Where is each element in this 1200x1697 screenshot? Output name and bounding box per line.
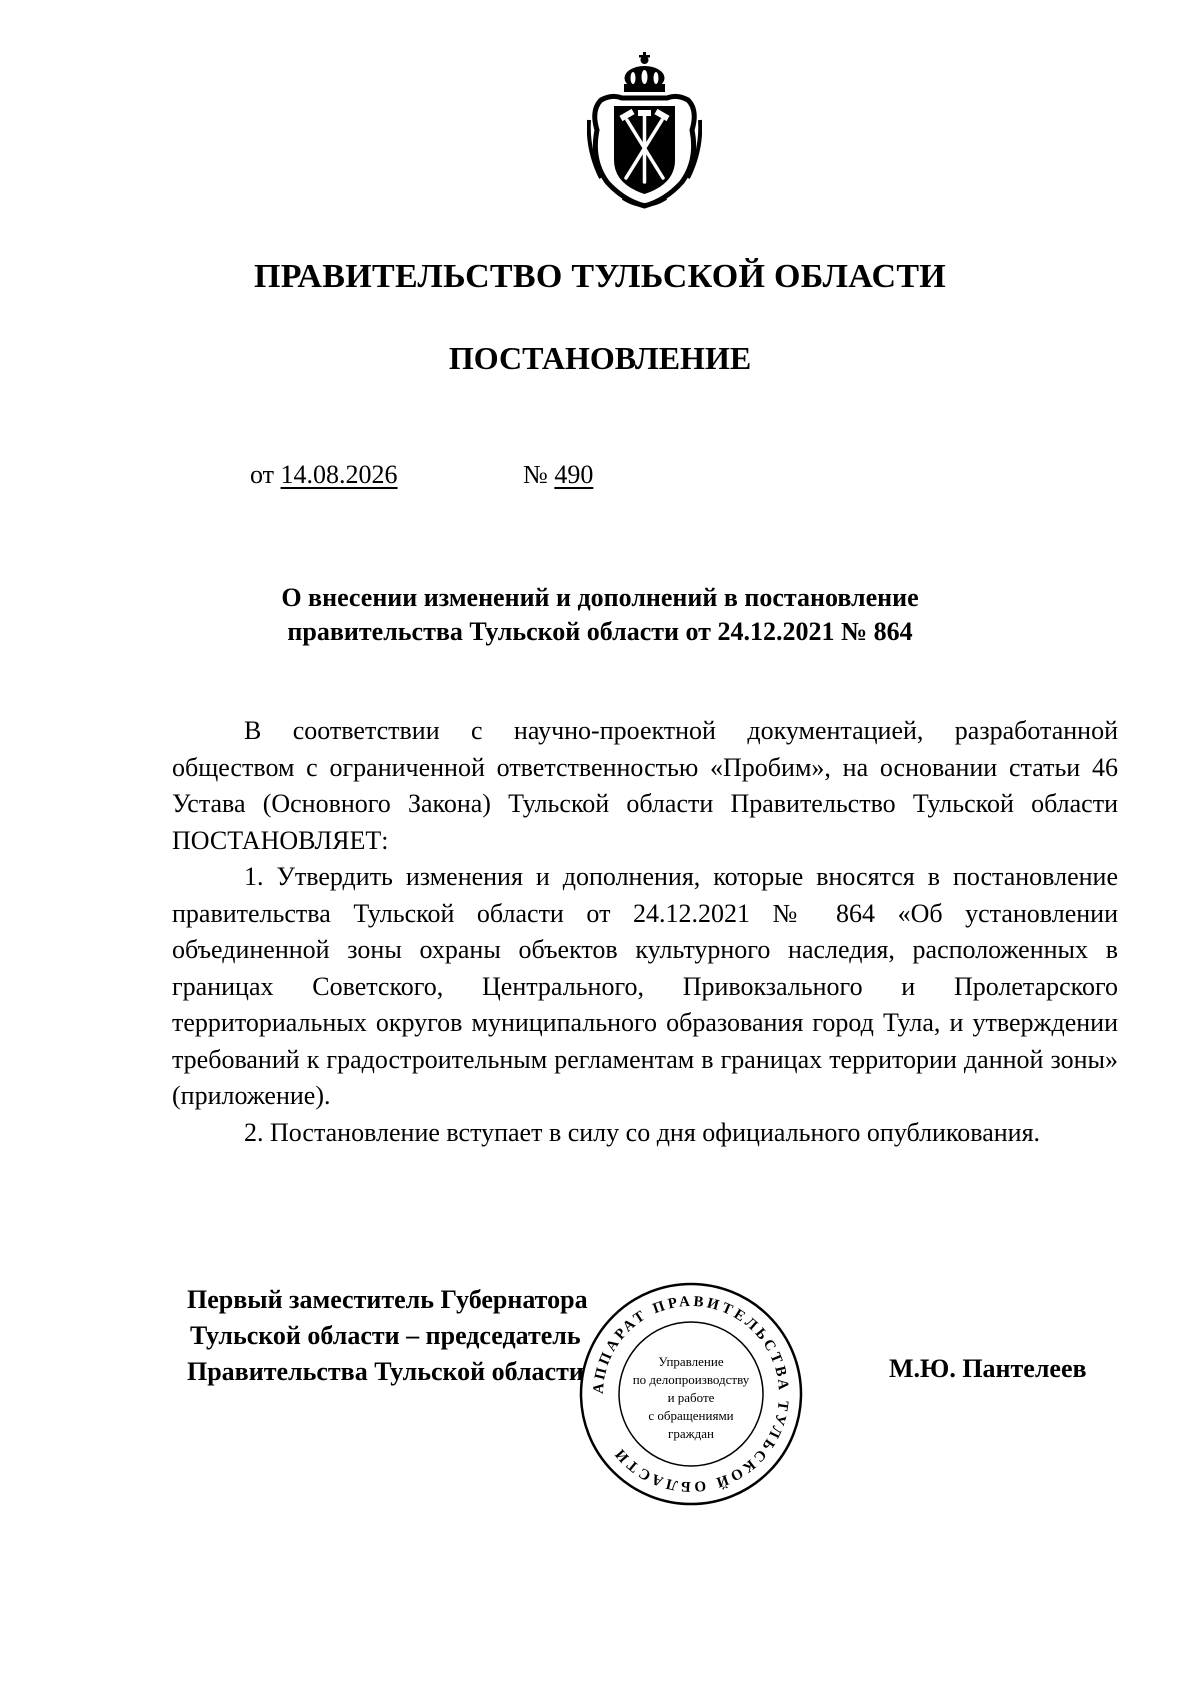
stamp-line: по делопроизводству	[632, 1372, 750, 1387]
signatory-position	[187, 1282, 588, 1390]
subject-line: правительства Тульской области от 24.12.2021 № 864	[287, 617, 913, 646]
stamp-line: граждан	[668, 1426, 714, 1441]
number-value: 490	[554, 460, 594, 489]
date-prefix: от	[250, 460, 275, 489]
clause-paragraph: 2. Постановление вступает в силу со дня официального опубликования.	[244, 1117, 1041, 1147]
stamp-line: Управление	[658, 1354, 724, 1369]
official-stamp	[577, 1280, 805, 1508]
coat-of-arms-icon	[587, 50, 702, 210]
document-subject	[0, 581, 1200, 649]
clause-paragraph: 1. Утвердить изменения и дополнения, которые вносятся в постановление правительства Тульской области от 24.12.2021 № 864 «Об установлении объединенной зоны охраны объектов культурного наследия, расположенных в границах Советского, Центрального, Привокзального и Пролетарского территориальных округов муниципального образования город Тула, и утверждении требований к градостроительным регламентам в границах территории данной зоны» (приложение).	[172, 862, 1118, 1110]
organization-title: ПРАВИТЕЛЬСТВО ТУЛЬСКОЙ ОБЛАСТИ	[253, 258, 947, 295]
position-line: Тульской области – председатель	[190, 1321, 581, 1350]
subject-line: О внесении изменений и дополнений в постановление	[281, 583, 919, 612]
document-body	[172, 713, 1118, 1151]
stamp-line: с обращениями	[648, 1408, 734, 1423]
registration-number	[523, 460, 593, 490]
stamp-line: и работе	[667, 1390, 715, 1405]
registration-date	[250, 460, 398, 490]
position-line: Первый заместитель Губернатора	[187, 1285, 588, 1314]
date-value: 14.08.2026	[280, 460, 398, 489]
stamp-ring-text: АППАРАТ ПРАВИТЕЛЬСТВА ТУЛЬСКОЙ ОБЛАСТИ	[590, 1293, 792, 1495]
position-line: Правительства Тульской области	[187, 1357, 584, 1386]
number-prefix: №	[523, 460, 548, 489]
preamble-paragraph: В соответствии с научно-проектной документацией, разработанной обществом с ограниченной ответственностью «Пробим», на основании статьи 46 Устава (Основного Закона) Тульской области Правительство Тульской области ПОСТАНОВЛЯЕТ:	[172, 716, 1118, 855]
document-type-heading: ПОСТАНОВЛЕНИЕ	[448, 340, 752, 376]
signer-name: М.Ю. Пантелеев	[889, 1354, 1087, 1383]
